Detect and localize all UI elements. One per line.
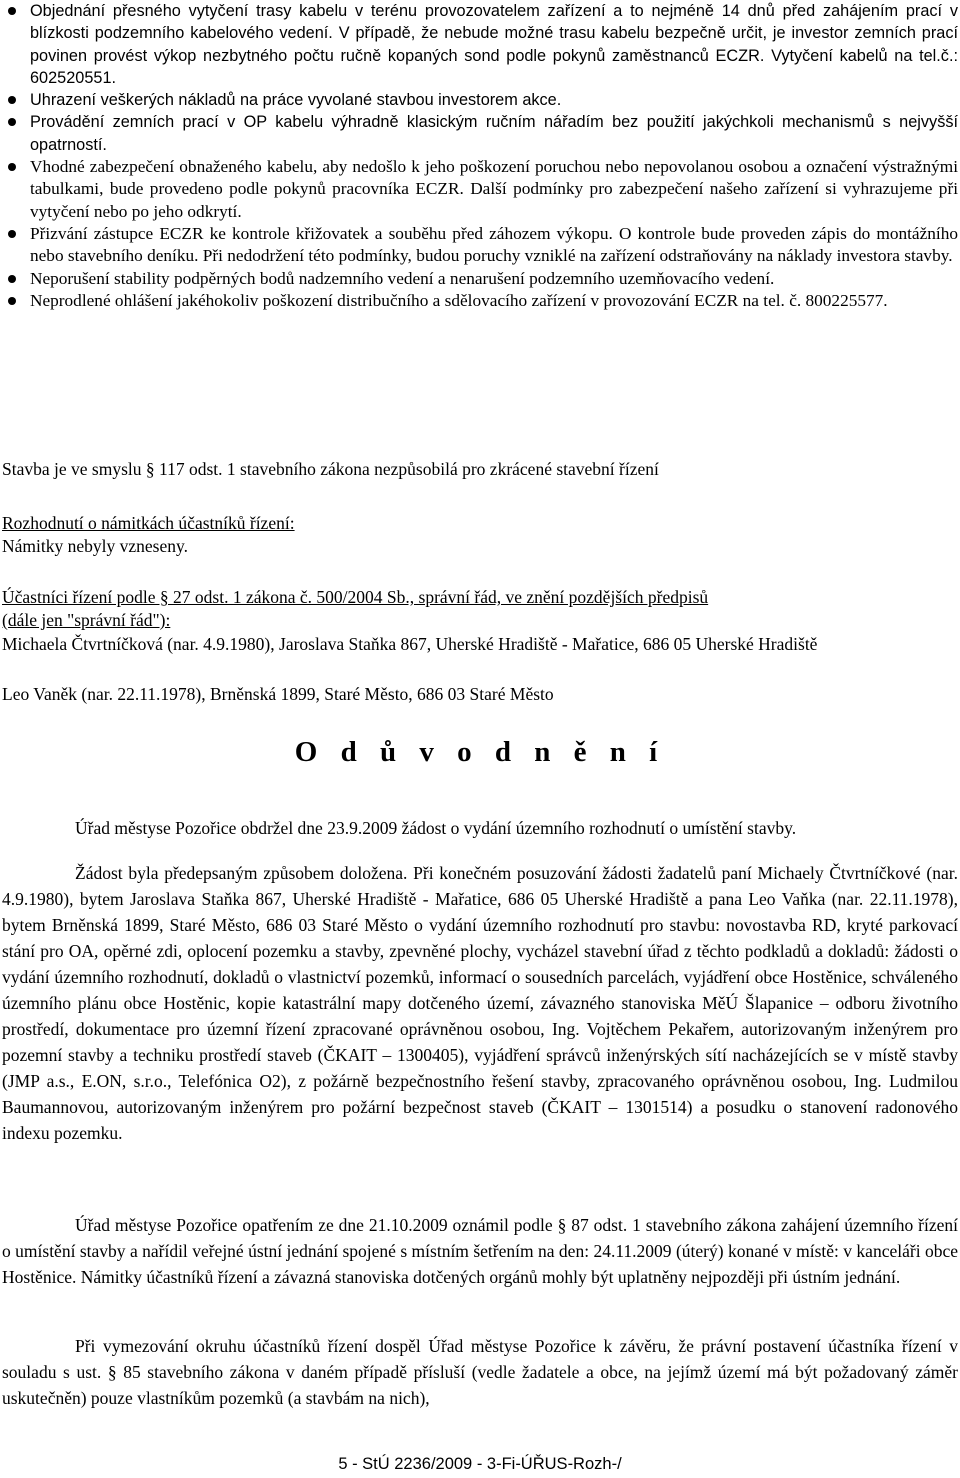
- bullet-icon: [8, 7, 16, 15]
- conditions-list: [0, 0, 960, 312]
- page-footer: 5 - StÚ 2236/2009 - 3-Fi-ÚŘUS-Rozh-/: [338, 1455, 622, 1473]
- paragraph-participants: Při vymezování okruhu účastníků řízení dospěl Úřad městyse Pozořice k závěru, že právní postavení účastníka řízení v souladu s ust. § 85 stavebního zákona v daném případě přísluší (vedle žadatele a obce, na jejímž území má být požadovaný záměr uskutečněn) pouze vlastníkům pozemků (a stavbám na nich),: [2, 1336, 958, 1408]
- condition-text: Vhodné zabezpečení obnaženého kabelu, aby nedošlo k jeho poškození poruchou nebo nepovolanou osobou a označení výstražnými tabulkami, bude provedeno podle pokynů pracovníka ECZR. Další podmínky pro zabezpečení našeho zařízení si vyhrazujeme při vytyčení nebo po jeho odkrytí.: [30, 157, 958, 221]
- list-item: [0, 268, 960, 290]
- condition-text: Provádění zemních prací v OP kabelu výhradně klasickým ručním nářadím bez použití jakýchkoli mechanismů s nejvyšší opatrností.: [30, 113, 958, 154]
- paragraph-received: Úřad městyse Pozořice obdržel dne 23.9.2009 žádost o vydání územního rozhodnutí o umístění stavby.: [75, 818, 797, 838]
- participant-2: Leo Vaněk (nar. 22.11.1978), Brněnská 1899, Staré Město, 686 03 Staré Město: [2, 684, 554, 704]
- list-item: [0, 223, 960, 268]
- objections-heading: Rozhodnutí o námitkách účastníků řízení:: [2, 513, 295, 533]
- condition-text: Objednání přesného vytyčení trasy kabelu v terénu provozovatelem zařízení a to nejméně 14 dnů před zahájením prací v blízkosti podzemního kabelového vedení. V případě, že nebude možné trasu kabelu bezpečně určit, je investor zemních prací povinen provést výkop nezbytného počtu ručně kopaných sond podle pokynů zaměstnanců ECZR. Vytyčení kabelů na tel.č.: 602520551.: [30, 2, 958, 87]
- list-item: [0, 290, 960, 312]
- paragraph-hearing: Úřad městyse Pozořice opatřením ze dne 21.10.2009 oznámil podle § 87 odst. 1 stavebního zákona zahájení územního řízení o umístění stavby a nařídil veřejné ústní jednání spojené s místním šetřením na den: 24.11.2009 (úterý) konané v místě: v kanceláři obce Hostěnice. Námitky účastníků řízení a závazná stanoviska dotčených orgánů mohly být uplatněny nejpozději při ústním jednání.: [2, 1215, 958, 1287]
- objections-text: Námitky nebyly vzneseny.: [2, 536, 188, 556]
- condition-text: Neprodlené ohlášení jakéhokoliv poškození distribučního a sdělovacího zařízení v provozování ECZR na tel. č. 800225577.: [30, 290, 888, 310]
- condition-text: Přizvání zástupce ECZR ke kontrole křižovatek a souběhu před záhozem výkopu. O kontrole bude proveden zápis do montážního nebo stavebního deníku. Při nedodržení této podmínky, budou poruchy vzniklé na zařízení odstraňovány na náklady investora stavby.: [30, 223, 958, 266]
- list-item: [0, 156, 960, 223]
- bullet-icon: [8, 118, 16, 126]
- list-item: [0, 0, 960, 89]
- paragraph-documents: Žádost byla předepsaným způsobem doložena. Při konečném posuzování žádosti žadatelů paní Michaely Čtvrtníčkové (nar. 4.9.1980), bytem Jaroslava Staňka 867, Uherské Hradiště - Mařatice, 686 05 Uherské Hradiště a pana Leo Vaňka (nar. 22.11.1978), bytem Brněnská 1899, Staré Město, 686 03 Staré Město o vydání územního rozhodnutí pro stavbu: novostavba RD, kryté parkovací stání pro OA, opěrné zdi, oplocení pozemku a stavby, zpevněné plochy, vycházel stavební úřad z těchto podkladů a dokladů: žádosti o vydání územního rozhodnutí, dokladů o vlastnictví pozemků, informací o sousedních parcelách, vyjádření obce Hostěnice, schváleného územního plánu obce Hostěnic, kopie katastrální mapy dotčeného území, závazného stanoviska MěÚ Šlapanice – odboru životního prostředí, dokumentace pro územní řízení zpracované oprávněnou osobou, Ing. Vojtěchem Pekařem, autorizovaným inženýrem pro pozemní stavby a techniku prostředí staveb (ČKAIT – 1300405), vyjádření správců inženýrských sítí nacházejících se v místě stavby (JMP a.s., E.ON, s.r.o., Telefónica O2), z požárně bezpečnostního řešení stavby, zpracovaného oprávněnou osobou, Ing. Ludmilou Baumannovou, autorizovaným inženýrem pro požární bezpečnost staveb (ČKAIT – 1301514) a posudku o stanovení radonového indexu pozemku.: [2, 863, 958, 1143]
- condition-text: Uhrazení veškerých nákladů na práce vyvolané stavbou investorem akce.: [30, 91, 562, 110]
- section-title: O d ů v o d n ě n í: [294, 736, 666, 768]
- participant-1: Michaela Čtvrtníčková (nar. 4.9.1980), Jaroslava Staňka 867, Uherské Hradiště - Mařatice, 686 05 Uherské Hradiště: [2, 634, 818, 654]
- bullet-icon: [8, 230, 16, 238]
- list-item: [0, 89, 960, 111]
- list-item: [0, 111, 960, 156]
- condition-text: Neporušení stability podpěrných bodů nadzemního vedení a nenarušení podzemního uzemňovacího vedení.: [30, 268, 775, 288]
- participants-heading-2: (dále jen "správní řád"):: [2, 610, 171, 630]
- bullet-icon: [8, 275, 16, 283]
- bullet-icon: [8, 96, 16, 104]
- bullet-icon: [8, 297, 16, 305]
- stavba-statement: Stavba je ve smyslu § 117 odst. 1 stavebního zákona nezpůsobilá pro zkrácené stavební řízení: [2, 459, 659, 479]
- participants-heading: Účastníci řízení podle § 27 odst. 1 zákona č. 500/2004 Sb., správní řád, ve znění pozdějších předpisů: [2, 587, 709, 607]
- bullet-icon: [8, 163, 16, 171]
